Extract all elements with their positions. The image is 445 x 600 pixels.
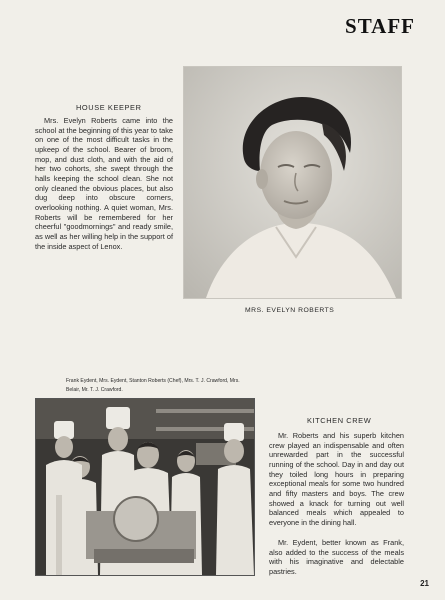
kitchen-paragraph-1: Mr. Roberts and his superb kitchen crew played an indispensable and often unrewarded part in the successful running of the school. Day in and day out they toiled long hours in preparing exceptional meals for some two hundred and fifty masters and boys. The crew showed a knack for turning out well balanced meals which appealed to everyone in the dining hall.	[269, 431, 404, 527]
page-number: 21	[420, 579, 429, 588]
housekeeper-body: Mrs. Evelyn Roberts came into the school at the beginning of this year to take on one of the most difficult tasks in the upkeep of the school. Bearer of broom, mop, and dust cloth, and with the aid of her two cohorts, she swept through the halls keeping the school clean. She not only cleaned the obvious places, but also dug deep into obscure corners, overlooking nothing. A quiet woman, Mrs. Roberts will be remembered for her cheerful "goodmornings" and ready smile, as well as her willing help in the support of the inside aspect of Lenox.	[35, 116, 173, 251]
kitchen-heading: KITCHEN CREW	[307, 416, 372, 425]
housekeeper-photo-caption: MRS. EVELYN ROBERTS	[245, 307, 335, 314]
kitchen-photo-caption: Frank Eydent, Mrs. Eydent, Stanton Roberts (Chef), Mrs. T. J. Crawford, Mrs. Belair, Mr. T. J. Crawford.	[66, 378, 240, 393]
kitchen-paragraph-2: Mr. Eydent, better known as Frank, also added to the success of the meals with his imaginative and delectable pastries.	[269, 538, 404, 576]
kitchen-crew-photo	[35, 398, 255, 576]
evelyn-roberts-photo	[183, 66, 402, 299]
housekeeper-heading: HOUSE KEEPER	[76, 103, 142, 112]
page-title: STAFF	[345, 14, 415, 38]
